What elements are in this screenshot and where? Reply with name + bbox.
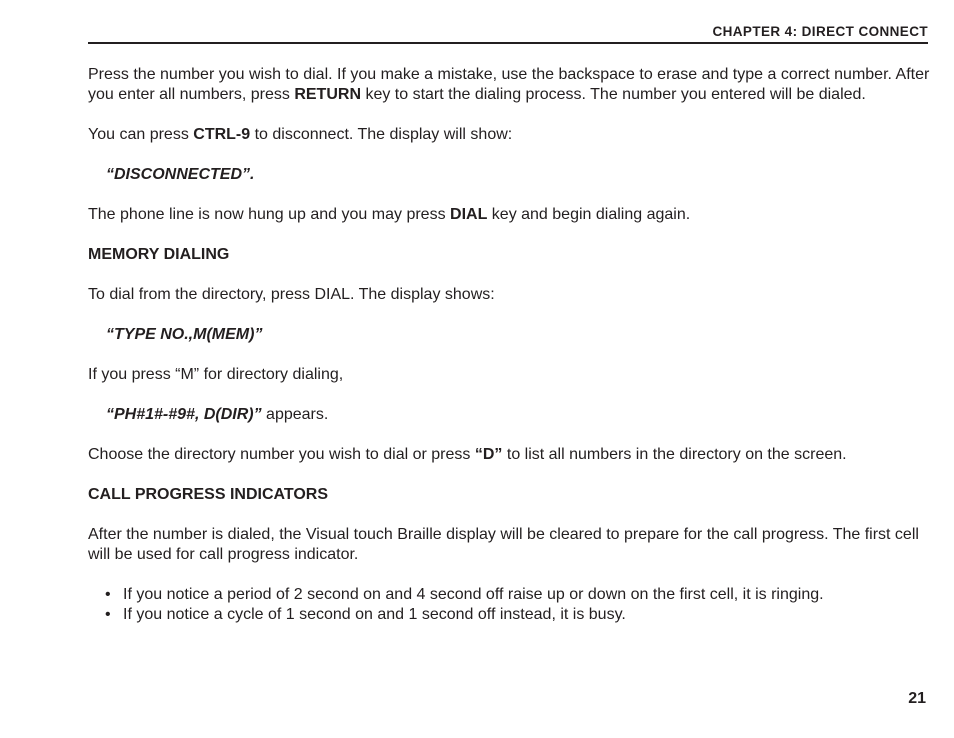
paragraph-text: Press the number you wish to dial. If you make a mistake, use the backspace to erase and type a correct number. After you enter all numbers, press: [88, 66, 930, 103]
display-ph: [88, 405, 930, 425]
paragraph-after-dialed: After the number is dialed, the Visual touch Braille display will be cleared to prepare for the call progress. The first cell will be used for call progress indicator.: [88, 526, 919, 563]
list-item-text: If you notice a cycle of 1 second on and 1 second off instead, it is busy.: [123, 606, 626, 623]
display-message: “TYPE NO.,M(MEM)”: [106, 326, 263, 343]
page-number: 21: [908, 690, 926, 707]
heading-memory-dialing: MEMORY DIALING: [88, 246, 230, 263]
key-ctrl-9: CTRL-9: [193, 126, 251, 143]
call-progress-list: [88, 585, 930, 625]
list-item: [105, 605, 930, 625]
paragraph-text: key to start the dialing process. The number you entered will be dialed.: [361, 86, 866, 103]
paragraph-directory-dial: To dial from the directory, press DIAL. The display shows:: [88, 286, 495, 303]
paragraph-text: key and begin dialing again.: [487, 206, 691, 223]
display-message: “DISCONNECTED”.: [106, 166, 255, 183]
paragraph-text: to disconnect. The display will show:: [250, 126, 513, 143]
bullet-icon: •: [105, 606, 111, 623]
paragraph-dial-number: [88, 65, 930, 105]
key-dial: DIAL: [450, 206, 488, 223]
key-d: “D”: [474, 446, 503, 463]
paragraph-text: You can press: [88, 126, 194, 143]
chapter-title: CHAPTER 4: DIRECT CONNECT: [712, 24, 928, 39]
paragraph-text: to list all numbers in the directory on the screen.: [502, 446, 847, 463]
list-item-text: If you notice a period of 2 second on and 4 second off raise up or down on the first cell, it is ringing.: [123, 586, 824, 603]
bullet-icon: •: [105, 586, 111, 603]
page-content: [88, 65, 930, 625]
paragraph-disconnect: [88, 125, 930, 145]
display-disconnected: [88, 165, 930, 185]
paragraph-text: The phone line is now hung up and you may press: [88, 206, 451, 223]
paragraph-choose-directory: [88, 445, 930, 465]
key-return: RETURN: [294, 86, 361, 103]
display-message: “PH#1#-#9#, D(DIR)”: [106, 406, 262, 423]
paragraph-text: Choose the directory number you wish to dial or press: [88, 446, 475, 463]
paragraph-press-m: If you press “M” for directory dialing,: [88, 366, 344, 383]
heading-call-progress: CALL PROGRESS INDICATORS: [88, 486, 329, 503]
list-item: [105, 585, 930, 605]
paragraph-hung-up: [88, 205, 930, 225]
display-type-no: [88, 325, 930, 345]
page-header: [88, 22, 928, 44]
paragraph-text: appears.: [261, 406, 329, 423]
